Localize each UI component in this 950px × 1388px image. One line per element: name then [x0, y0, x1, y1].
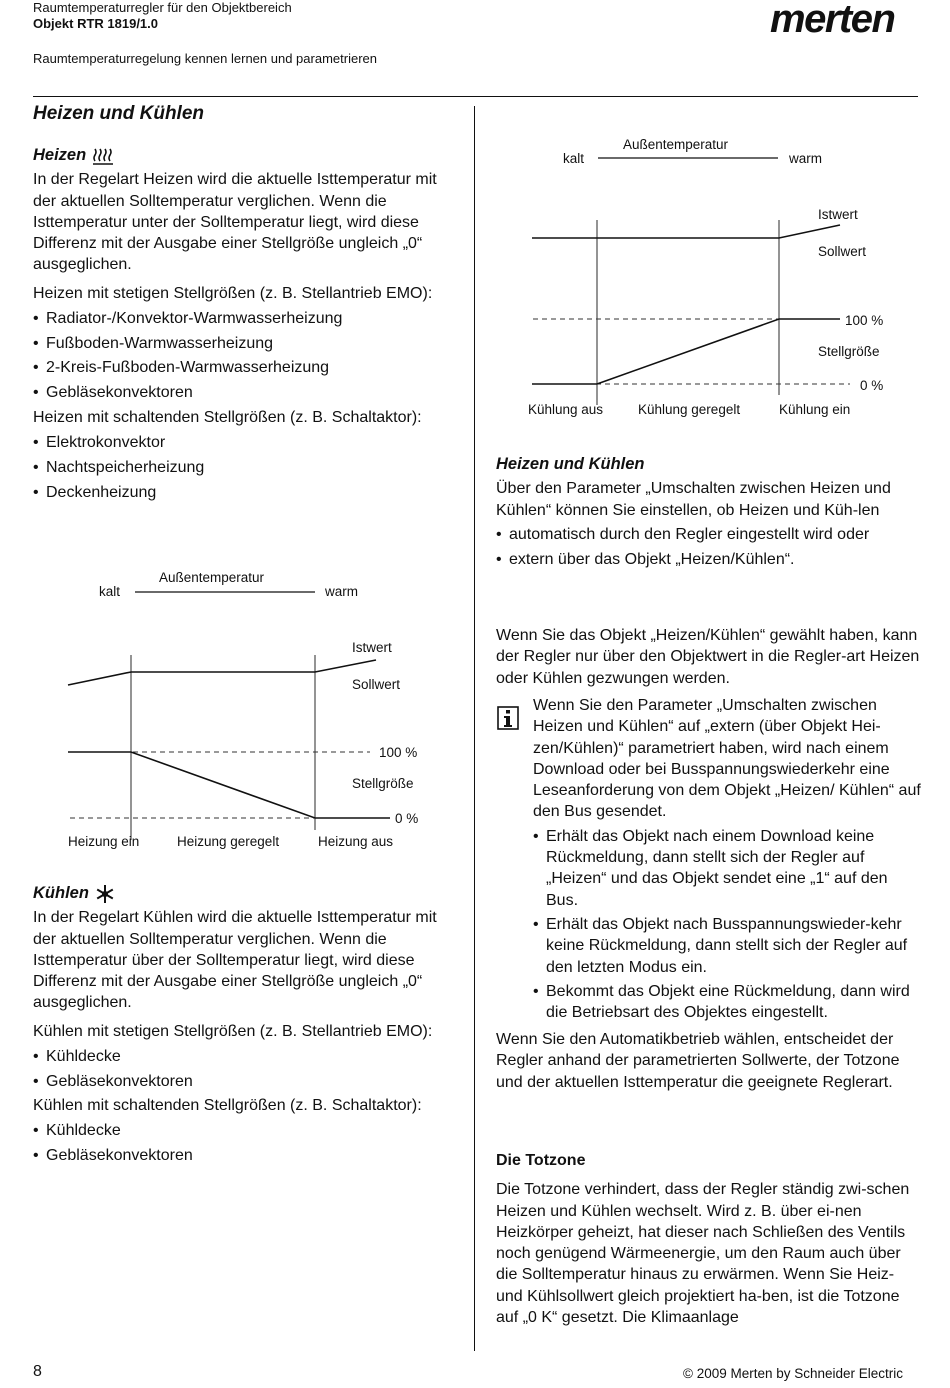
level-100-label: 100 %	[845, 313, 884, 328]
kuehlen-stetig-list	[33, 1046, 458, 1092]
sollwert-label: Sollwert	[352, 677, 401, 692]
state-heizung-ein: Heizung ein	[68, 834, 140, 849]
state-kuehlung-ein: Kühlung ein	[779, 402, 851, 417]
list-item: • Gebläsekonvektoren	[33, 382, 458, 403]
kuehlen-intro: In der Regelart Kühlen wird die aktuelle Isttemperatur mit der aktuellen Solltemperatur verglichen. Wenn die Isttemperatur über der Solltemperatur liegt, wird diese Differenz mit der Ausgabe einer Stellgröße ungleich „0“ ausgeglichen.	[33, 909, 437, 1012]
temperature-curve	[68, 660, 376, 685]
diagram-warm-label: warm	[789, 151, 822, 166]
section-title: Heizen und Kühlen	[33, 103, 204, 124]
totzone-text: Die Totzone verhindert, dass der Regler ständig zwi-schen Heizen und Kühlen wechselt. Wird z. B. über ei-nen Heizkörper geheizt, hat dieser nach Schließen des Ventils noch genügend Wärmeenergie, um den Raum auch über die Solltemperatur hinaus zu erwärmen. Wenn Sie Heiz- und Kühlsollwert gleich projektiert ha-ben, ist die Totzone auf „0 K“ gesetzt. Die Klimaanlage	[496, 1181, 910, 1327]
state-heizung-aus: Heizung aus	[318, 834, 394, 849]
istwert-label: Istwert	[352, 640, 392, 655]
info-note	[533, 695, 921, 1023]
heizen-heading	[33, 145, 458, 166]
info-icon	[497, 706, 519, 730]
level-0-label: 0 %	[395, 811, 419, 826]
sollwert-label: Sollwert	[818, 244, 867, 259]
state-heizung-geregelt: Heizung geregelt	[177, 834, 280, 849]
kuehlen-title: Kühlen	[33, 884, 89, 902]
stellgroesse-curve	[532, 319, 840, 384]
diagram-warm-label: warm	[325, 584, 358, 599]
note-list	[533, 826, 921, 1024]
heizen-kuehlen-list	[496, 524, 921, 570]
list-item: • Radiator-/Konvektor-Warmwasserheizung	[33, 308, 458, 329]
header-divider	[33, 96, 918, 97]
stellgroesse-label: Stellgröße	[352, 776, 414, 791]
kuehlen-section	[33, 883, 458, 1170]
copyright: © 2009 Merten by Schneider Electric	[683, 1366, 904, 1381]
level-0-label: 0 %	[860, 378, 884, 393]
objekt-paragraph: Wenn Sie das Objekt „Heizen/Kühlen“ gewählt haben, kann der Regler nur über den Objektwert in die Regler-art Heizen oder Kühlen gezwungen werden.	[496, 627, 920, 687]
diagram-kalt-label: kalt	[99, 584, 121, 599]
kuehlen-schalt-title: Kühlen mit schaltenden Stellgrößen (z. B. Schaltaktor):	[33, 1097, 422, 1115]
list-item: • extern über das Objekt „Heizen/Kühlen“.	[496, 549, 921, 570]
list-item: • Deckenheizung	[33, 482, 458, 503]
heizen-kuehlen-text: Über den Parameter „Umschalten zwischen Heizen und Kühlen“ können Sie einstellen, ob Heizen und Küh-len	[496, 480, 891, 519]
list-item: • Nachtspeicherheizung	[33, 457, 458, 478]
list-item: • Erhält das Objekt nach einem Download keine Rückmeldung, dann stellt sich der Regler auf „Heizen“ und das Objekt sendet eine „1“ auf den Bus.	[533, 826, 921, 911]
header-chapter: Raumtemperaturregelung kennen lernen und parametrieren	[33, 51, 377, 66]
state-kuehlung-aus: Kühlung aus	[528, 402, 604, 417]
list-item: • 2-Kreis-Fußboden-Warmwasserheizung	[33, 357, 458, 378]
list-item: • Gebläsekonvektoren	[33, 1145, 458, 1166]
kuehlen-heading	[33, 883, 458, 904]
temperature-curve	[532, 225, 840, 238]
heizen-schalt-title: Heizen mit schaltenden Stellgrößen (z. B. Schaltaktor):	[33, 409, 422, 427]
heizen-stetig-title: Heizen mit stetigen Stellgrößen (z. B. Stellantrieb EMO):	[33, 284, 433, 302]
heizen-intro: In der Regelart Heizen wird die aktuelle Isttemperatur mit der aktuellen Solltemperatur verglichen. Wenn die Isttemperatur unter der Solltemperatur liegt, wird diese Differenz mit der Ausgabe einer Stellgröße ungleich „0“ ausgeglichen.	[33, 171, 437, 274]
kuehlen-diagram	[476, 125, 950, 425]
note-text: Wenn Sie den Parameter „Umschalten zwischen Heizen und Kühlen“ auf „extern (über Objekt Hei-zen/Kühlen)“ parametriert haben, wird nach einem Download oder bei Busspannungswiederkehr eine Leseanforderung von dem Objekt „Heizen/ Kühlen“ auf den Bus gesendet.	[533, 697, 921, 821]
kuehlen-stetig-title: Kühlen mit stetigen Stellgrößen (z. B. Stellantrieb EMO):	[33, 1022, 433, 1040]
list-item: • Kühldecke	[33, 1120, 458, 1141]
list-item: • Bekommt das Objekt eine Rückmeldung, dann wird die Betriebsart des Objektes eingestellt.	[533, 981, 921, 1024]
list-item: • automatisch durch den Regler eingestellt wird oder	[496, 524, 921, 545]
heizen-section	[33, 145, 458, 507]
level-100-label: 100 %	[379, 745, 418, 760]
istwert-label: Istwert	[818, 207, 858, 222]
heizen-title: Heizen	[33, 146, 87, 164]
stellgroesse-label: Stellgröße	[818, 344, 880, 359]
diagram-aussentemperatur-label: Außentemperatur	[159, 570, 265, 585]
header-object-name: Objekt RTR 1819/1.0	[33, 16, 158, 31]
objekt-paragraph-block	[496, 625, 921, 689]
header-product-line: Raumtemperaturregler für den Objektbereich	[33, 0, 292, 15]
heizen-kuehlen-section	[496, 454, 921, 574]
list-item: • Gebläsekonvektoren	[33, 1071, 458, 1092]
stellgroesse-curve	[68, 752, 390, 818]
page-number: 8	[33, 1363, 42, 1380]
automatik-paragraph-block	[496, 1029, 921, 1093]
diagram-kalt-label: kalt	[563, 151, 585, 166]
heizen-diagram	[0, 560, 474, 860]
state-kuehlung-geregelt: Kühlung geregelt	[638, 402, 741, 417]
kuehlen-schalt-list	[33, 1120, 458, 1166]
snowflake-icon	[95, 884, 115, 904]
diagram-aussentemperatur-label: Außentemperatur	[623, 137, 729, 152]
list-item: • Kühldecke	[33, 1046, 458, 1067]
heizen-schalt-list	[33, 432, 458, 503]
totzone-section	[496, 1150, 921, 1328]
list-item: • Elektrokonvektor	[33, 432, 458, 453]
radiator-icon	[92, 146, 114, 166]
heizen-stetig-list	[33, 308, 458, 404]
totzone-heading: Die Totzone	[496, 1152, 586, 1169]
list-item: • Fußboden-Warmwasserheizung	[33, 333, 458, 354]
automatik-paragraph: Wenn Sie den Automatikbetrieb wählen, entscheidet der Regler anhand der parametrierten Sollwerte, der Totzone und der aktuellen Isttemperatur die geeignete Reglerart.	[496, 1031, 900, 1091]
column-divider	[474, 106, 475, 1351]
merten-logo: merten	[770, 0, 895, 41]
list-item: • Erhält das Objekt nach Busspannungswieder-kehr keine Rückmeldung, dann stellt sich der Regler auf den letzten Modus ein.	[533, 914, 921, 978]
heizen-kuehlen-heading: Heizen und Kühlen	[496, 455, 645, 473]
